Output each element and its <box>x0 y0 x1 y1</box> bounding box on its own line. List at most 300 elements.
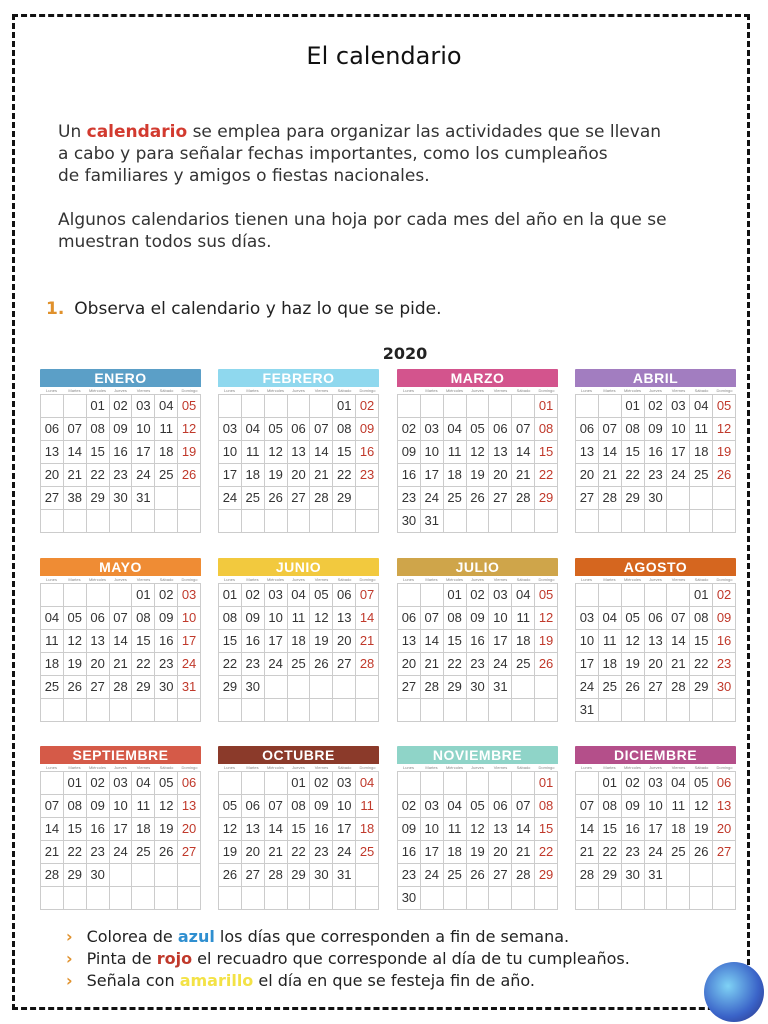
day-cell[interactable]: 16 <box>622 818 645 841</box>
day-cell[interactable]: 25 <box>599 676 622 699</box>
day-cell[interactable] <box>489 699 512 722</box>
day-cell[interactable]: 01 <box>87 395 110 418</box>
day-cell[interactable] <box>667 510 690 533</box>
day-cell[interactable]: 21 <box>110 653 133 676</box>
day-cell[interactable]: 05 <box>622 607 645 630</box>
day-cell[interactable]: 24 <box>178 653 201 676</box>
day-cell[interactable]: 17 <box>333 818 356 841</box>
day-cell[interactable] <box>713 487 736 510</box>
day-cell[interactable]: 07 <box>110 607 133 630</box>
day-cell[interactable] <box>310 676 333 699</box>
day-cell[interactable]: 22 <box>535 464 558 487</box>
day-cell[interactable]: 25 <box>356 841 379 864</box>
day-cell[interactable] <box>132 510 155 533</box>
day-cell[interactable]: 25 <box>444 864 467 887</box>
day-cell[interactable]: 13 <box>87 630 110 653</box>
day-cell[interactable] <box>219 510 242 533</box>
day-cell[interactable]: 17 <box>421 841 444 864</box>
day-cell[interactable]: 07 <box>667 607 690 630</box>
day-cell[interactable]: 09 <box>713 607 736 630</box>
day-cell[interactable] <box>110 510 133 533</box>
day-cell[interactable]: 01 <box>690 584 713 607</box>
day-cell[interactable] <box>219 395 242 418</box>
day-cell[interactable]: 30 <box>87 864 110 887</box>
day-cell[interactable]: 12 <box>265 441 288 464</box>
day-cell[interactable]: 27 <box>489 864 512 887</box>
day-cell[interactable]: 07 <box>64 418 87 441</box>
day-cell[interactable]: 12 <box>690 795 713 818</box>
day-cell[interactable]: 13 <box>398 630 421 653</box>
day-cell[interactable]: 12 <box>622 630 645 653</box>
day-cell[interactable]: 23 <box>467 653 490 676</box>
day-cell[interactable]: 15 <box>333 441 356 464</box>
day-cell[interactable]: 08 <box>219 607 242 630</box>
day-cell[interactable]: 21 <box>356 630 379 653</box>
day-cell[interactable]: 04 <box>288 584 311 607</box>
day-cell[interactable] <box>219 772 242 795</box>
day-cell[interactable]: 03 <box>489 584 512 607</box>
day-cell[interactable]: 22 <box>690 653 713 676</box>
day-cell[interactable]: 12 <box>178 418 201 441</box>
day-cell[interactable] <box>576 395 599 418</box>
day-cell[interactable] <box>622 510 645 533</box>
day-cell[interactable]: 01 <box>219 584 242 607</box>
day-cell[interactable] <box>690 510 713 533</box>
day-cell[interactable]: 04 <box>444 795 467 818</box>
day-cell[interactable]: 05 <box>64 607 87 630</box>
day-cell[interactable]: 09 <box>155 607 178 630</box>
day-cell[interactable] <box>132 699 155 722</box>
day-cell[interactable] <box>645 699 668 722</box>
day-cell[interactable]: 23 <box>398 487 421 510</box>
day-cell[interactable] <box>178 887 201 910</box>
day-cell[interactable] <box>467 395 490 418</box>
day-cell[interactable]: 13 <box>288 441 311 464</box>
day-cell[interactable] <box>444 772 467 795</box>
day-cell[interactable]: 08 <box>535 418 558 441</box>
day-cell[interactable]: 27 <box>645 676 668 699</box>
day-cell[interactable]: 18 <box>288 630 311 653</box>
day-cell[interactable]: 21 <box>421 653 444 676</box>
day-cell[interactable]: 24 <box>421 864 444 887</box>
day-cell[interactable] <box>333 510 356 533</box>
day-cell[interactable]: 19 <box>64 653 87 676</box>
day-cell[interactable] <box>535 676 558 699</box>
day-cell[interactable] <box>645 887 668 910</box>
day-cell[interactable]: 01 <box>599 772 622 795</box>
day-cell[interactable] <box>178 864 201 887</box>
day-cell[interactable]: 02 <box>398 795 421 818</box>
day-cell[interactable] <box>265 510 288 533</box>
day-cell[interactable]: 19 <box>690 818 713 841</box>
day-cell[interactable]: 22 <box>333 464 356 487</box>
day-cell[interactable]: 25 <box>155 464 178 487</box>
day-cell[interactable] <box>41 395 64 418</box>
day-cell[interactable]: 24 <box>667 464 690 487</box>
day-cell[interactable] <box>667 699 690 722</box>
day-cell[interactable] <box>288 395 311 418</box>
day-cell[interactable] <box>713 887 736 910</box>
day-cell[interactable] <box>489 395 512 418</box>
day-cell[interactable]: 19 <box>467 841 490 864</box>
day-cell[interactable]: 25 <box>512 653 535 676</box>
day-cell[interactable] <box>87 699 110 722</box>
day-cell[interactable] <box>667 887 690 910</box>
day-cell[interactable]: 21 <box>265 841 288 864</box>
day-cell[interactable]: 14 <box>667 630 690 653</box>
day-cell[interactable]: 29 <box>132 676 155 699</box>
day-cell[interactable]: 28 <box>356 653 379 676</box>
day-cell[interactable] <box>667 487 690 510</box>
day-cell[interactable]: 23 <box>87 841 110 864</box>
day-cell[interactable]: 06 <box>576 418 599 441</box>
day-cell[interactable]: 29 <box>333 487 356 510</box>
day-cell[interactable] <box>265 395 288 418</box>
day-cell[interactable] <box>288 510 311 533</box>
day-cell[interactable]: 09 <box>242 607 265 630</box>
day-cell[interactable]: 23 <box>645 464 668 487</box>
day-cell[interactable]: 11 <box>132 795 155 818</box>
day-cell[interactable]: 20 <box>398 653 421 676</box>
day-cell[interactable] <box>132 887 155 910</box>
day-cell[interactable]: 10 <box>178 607 201 630</box>
day-cell[interactable]: 29 <box>288 864 311 887</box>
day-cell[interactable]: 14 <box>41 818 64 841</box>
day-cell[interactable]: 29 <box>690 676 713 699</box>
day-cell[interactable]: 27 <box>713 841 736 864</box>
day-cell[interactable]: 27 <box>489 487 512 510</box>
day-cell[interactable]: 09 <box>645 418 668 441</box>
day-cell[interactable]: 17 <box>645 818 668 841</box>
day-cell[interactable] <box>489 772 512 795</box>
day-cell[interactable]: 09 <box>87 795 110 818</box>
day-cell[interactable]: 17 <box>178 630 201 653</box>
day-cell[interactable] <box>576 510 599 533</box>
day-cell[interactable]: 20 <box>489 841 512 864</box>
day-cell[interactable]: 12 <box>219 818 242 841</box>
day-cell[interactable]: 14 <box>265 818 288 841</box>
day-cell[interactable]: 10 <box>645 795 668 818</box>
day-cell[interactable] <box>333 699 356 722</box>
day-cell[interactable] <box>444 395 467 418</box>
day-cell[interactable]: 15 <box>599 818 622 841</box>
day-cell[interactable]: 26 <box>155 841 178 864</box>
day-cell[interactable]: 07 <box>599 418 622 441</box>
day-cell[interactable]: 22 <box>599 841 622 864</box>
day-cell[interactable]: 09 <box>110 418 133 441</box>
day-cell[interactable]: 12 <box>467 441 490 464</box>
day-cell[interactable]: 19 <box>219 841 242 864</box>
day-cell[interactable]: 21 <box>576 841 599 864</box>
day-cell[interactable] <box>333 676 356 699</box>
day-cell[interactable]: 24 <box>645 841 668 864</box>
day-cell[interactable] <box>219 887 242 910</box>
day-cell[interactable]: 04 <box>132 772 155 795</box>
day-cell[interactable]: 22 <box>444 653 467 676</box>
day-cell[interactable]: 17 <box>265 630 288 653</box>
day-cell[interactable]: 16 <box>713 630 736 653</box>
day-cell[interactable]: 26 <box>467 487 490 510</box>
day-cell[interactable]: 11 <box>444 441 467 464</box>
day-cell[interactable]: 26 <box>622 676 645 699</box>
day-cell[interactable]: 24 <box>421 487 444 510</box>
day-cell[interactable]: 16 <box>110 441 133 464</box>
day-cell[interactable]: 14 <box>356 607 379 630</box>
day-cell[interactable]: 25 <box>41 676 64 699</box>
day-cell[interactable]: 10 <box>265 607 288 630</box>
day-cell[interactable] <box>110 864 133 887</box>
day-cell[interactable] <box>667 864 690 887</box>
day-cell[interactable]: 18 <box>512 630 535 653</box>
day-cell[interactable]: 09 <box>622 795 645 818</box>
day-cell[interactable]: 16 <box>87 818 110 841</box>
day-cell[interactable]: 26 <box>713 464 736 487</box>
day-cell[interactable] <box>713 699 736 722</box>
day-cell[interactable]: 06 <box>242 795 265 818</box>
day-cell[interactable]: 20 <box>288 464 311 487</box>
day-cell[interactable]: 10 <box>576 630 599 653</box>
day-cell[interactable]: 10 <box>667 418 690 441</box>
day-cell[interactable]: 28 <box>667 676 690 699</box>
day-cell[interactable]: 03 <box>110 772 133 795</box>
day-cell[interactable] <box>242 699 265 722</box>
day-cell[interactable]: 05 <box>535 584 558 607</box>
day-cell[interactable]: 01 <box>444 584 467 607</box>
day-cell[interactable] <box>421 699 444 722</box>
day-cell[interactable]: 28 <box>310 487 333 510</box>
day-cell[interactable]: 31 <box>421 510 444 533</box>
day-cell[interactable]: 23 <box>713 653 736 676</box>
day-cell[interactable] <box>265 887 288 910</box>
day-cell[interactable] <box>155 864 178 887</box>
day-cell[interactable]: 06 <box>178 772 201 795</box>
day-cell[interactable]: 01 <box>622 395 645 418</box>
day-cell[interactable]: 18 <box>242 464 265 487</box>
day-cell[interactable] <box>512 395 535 418</box>
day-cell[interactable] <box>110 699 133 722</box>
day-cell[interactable]: 03 <box>667 395 690 418</box>
day-cell[interactable] <box>356 510 379 533</box>
day-cell[interactable] <box>155 699 178 722</box>
day-cell[interactable]: 19 <box>622 653 645 676</box>
day-cell[interactable] <box>690 887 713 910</box>
day-cell[interactable]: 06 <box>713 772 736 795</box>
day-cell[interactable]: 05 <box>467 418 490 441</box>
day-cell[interactable]: 03 <box>576 607 599 630</box>
day-cell[interactable]: 19 <box>467 464 490 487</box>
day-cell[interactable]: 30 <box>155 676 178 699</box>
day-cell[interactable]: 24 <box>132 464 155 487</box>
day-cell[interactable]: 02 <box>310 772 333 795</box>
day-cell[interactable]: 07 <box>265 795 288 818</box>
day-cell[interactable]: 28 <box>599 487 622 510</box>
day-cell[interactable]: 14 <box>64 441 87 464</box>
day-cell[interactable]: 10 <box>333 795 356 818</box>
day-cell[interactable]: 11 <box>288 607 311 630</box>
day-cell[interactable]: 02 <box>356 395 379 418</box>
day-cell[interactable] <box>64 887 87 910</box>
day-cell[interactable]: 30 <box>645 487 668 510</box>
day-cell[interactable]: 24 <box>333 841 356 864</box>
day-cell[interactable]: 01 <box>535 772 558 795</box>
day-cell[interactable]: 15 <box>535 441 558 464</box>
day-cell[interactable] <box>265 772 288 795</box>
day-cell[interactable]: 19 <box>713 441 736 464</box>
day-cell[interactable]: 14 <box>576 818 599 841</box>
day-cell[interactable]: 19 <box>535 630 558 653</box>
day-cell[interactable]: 02 <box>87 772 110 795</box>
day-cell[interactable]: 05 <box>713 395 736 418</box>
day-cell[interactable]: 28 <box>512 487 535 510</box>
day-cell[interactable] <box>444 510 467 533</box>
day-cell[interactable]: 30 <box>622 864 645 887</box>
day-cell[interactable] <box>421 887 444 910</box>
day-cell[interactable]: 21 <box>64 464 87 487</box>
day-cell[interactable]: 08 <box>132 607 155 630</box>
day-cell[interactable]: 15 <box>690 630 713 653</box>
day-cell[interactable] <box>64 699 87 722</box>
day-cell[interactable] <box>421 772 444 795</box>
day-cell[interactable]: 06 <box>645 607 668 630</box>
day-cell[interactable]: 18 <box>155 441 178 464</box>
day-cell[interactable]: 16 <box>356 441 379 464</box>
day-cell[interactable] <box>599 395 622 418</box>
day-cell[interactable] <box>356 864 379 887</box>
day-cell[interactable]: 02 <box>242 584 265 607</box>
day-cell[interactable]: 08 <box>690 607 713 630</box>
day-cell[interactable]: 11 <box>444 818 467 841</box>
day-cell[interactable]: 24 <box>110 841 133 864</box>
day-cell[interactable]: 04 <box>242 418 265 441</box>
day-cell[interactable]: 14 <box>599 441 622 464</box>
day-cell[interactable] <box>467 699 490 722</box>
day-cell[interactable]: 12 <box>310 607 333 630</box>
day-cell[interactable]: 08 <box>64 795 87 818</box>
day-cell[interactable]: 09 <box>398 818 421 841</box>
day-cell[interactable]: 11 <box>599 630 622 653</box>
day-cell[interactable] <box>288 699 311 722</box>
day-cell[interactable]: 30 <box>242 676 265 699</box>
day-cell[interactable]: 06 <box>489 795 512 818</box>
day-cell[interactable] <box>178 699 201 722</box>
day-cell[interactable]: 03 <box>178 584 201 607</box>
day-cell[interactable]: 10 <box>421 441 444 464</box>
day-cell[interactable]: 01 <box>132 584 155 607</box>
day-cell[interactable] <box>132 864 155 887</box>
day-cell[interactable]: 25 <box>690 464 713 487</box>
day-cell[interactable]: 19 <box>310 630 333 653</box>
day-cell[interactable]: 18 <box>667 818 690 841</box>
day-cell[interactable]: 10 <box>110 795 133 818</box>
day-cell[interactable]: 30 <box>398 887 421 910</box>
day-cell[interactable]: 26 <box>467 864 490 887</box>
day-cell[interactable]: 12 <box>467 818 490 841</box>
day-cell[interactable] <box>155 510 178 533</box>
day-cell[interactable]: 13 <box>576 441 599 464</box>
day-cell[interactable]: 26 <box>310 653 333 676</box>
day-cell[interactable] <box>155 487 178 510</box>
day-cell[interactable] <box>599 584 622 607</box>
day-cell[interactable] <box>690 487 713 510</box>
day-cell[interactable]: 21 <box>512 464 535 487</box>
day-cell[interactable]: 04 <box>444 418 467 441</box>
day-cell[interactable]: 03 <box>219 418 242 441</box>
day-cell[interactable]: 29 <box>87 487 110 510</box>
day-cell[interactable]: 10 <box>421 818 444 841</box>
day-cell[interactable]: 07 <box>356 584 379 607</box>
day-cell[interactable]: 30 <box>398 510 421 533</box>
day-cell[interactable]: 12 <box>535 607 558 630</box>
day-cell[interactable]: 18 <box>444 841 467 864</box>
day-cell[interactable]: 03 <box>421 795 444 818</box>
day-cell[interactable] <box>356 487 379 510</box>
day-cell[interactable] <box>110 584 133 607</box>
day-cell[interactable]: 23 <box>398 864 421 887</box>
day-cell[interactable] <box>64 584 87 607</box>
day-cell[interactable]: 20 <box>87 653 110 676</box>
day-cell[interactable]: 16 <box>242 630 265 653</box>
day-cell[interactable] <box>110 887 133 910</box>
day-cell[interactable]: 07 <box>421 607 444 630</box>
day-cell[interactable]: 23 <box>356 464 379 487</box>
day-cell[interactable]: 16 <box>310 818 333 841</box>
day-cell[interactable]: 17 <box>110 818 133 841</box>
day-cell[interactable]: 05 <box>690 772 713 795</box>
day-cell[interactable] <box>242 510 265 533</box>
day-cell[interactable]: 24 <box>576 676 599 699</box>
day-cell[interactable]: 13 <box>333 607 356 630</box>
day-cell[interactable] <box>467 772 490 795</box>
day-cell[interactable]: 15 <box>444 630 467 653</box>
day-cell[interactable]: 23 <box>242 653 265 676</box>
day-cell[interactable] <box>512 699 535 722</box>
day-cell[interactable] <box>535 699 558 722</box>
day-cell[interactable]: 17 <box>132 441 155 464</box>
day-cell[interactable] <box>444 699 467 722</box>
day-cell[interactable] <box>265 676 288 699</box>
day-cell[interactable]: 14 <box>110 630 133 653</box>
day-cell[interactable]: 18 <box>132 818 155 841</box>
day-cell[interactable]: 20 <box>41 464 64 487</box>
day-cell[interactable]: 02 <box>155 584 178 607</box>
day-cell[interactable]: 21 <box>512 841 535 864</box>
day-cell[interactable] <box>622 699 645 722</box>
day-cell[interactable] <box>288 887 311 910</box>
day-cell[interactable]: 27 <box>288 487 311 510</box>
day-cell[interactable]: 23 <box>110 464 133 487</box>
day-cell[interactable] <box>155 887 178 910</box>
day-cell[interactable]: 18 <box>444 464 467 487</box>
day-cell[interactable]: 31 <box>333 864 356 887</box>
day-cell[interactable]: 15 <box>535 818 558 841</box>
day-cell[interactable] <box>467 510 490 533</box>
day-cell[interactable]: 28 <box>512 864 535 887</box>
day-cell[interactable] <box>310 510 333 533</box>
day-cell[interactable] <box>87 887 110 910</box>
day-cell[interactable]: 05 <box>310 584 333 607</box>
day-cell[interactable] <box>489 887 512 910</box>
day-cell[interactable] <box>178 510 201 533</box>
day-cell[interactable]: 06 <box>87 607 110 630</box>
day-cell[interactable]: 27 <box>87 676 110 699</box>
day-cell[interactable] <box>310 395 333 418</box>
day-cell[interactable]: 31 <box>178 676 201 699</box>
day-cell[interactable] <box>576 584 599 607</box>
day-cell[interactable] <box>713 510 736 533</box>
day-cell[interactable] <box>599 699 622 722</box>
day-cell[interactable] <box>398 584 421 607</box>
day-cell[interactable]: 19 <box>265 464 288 487</box>
